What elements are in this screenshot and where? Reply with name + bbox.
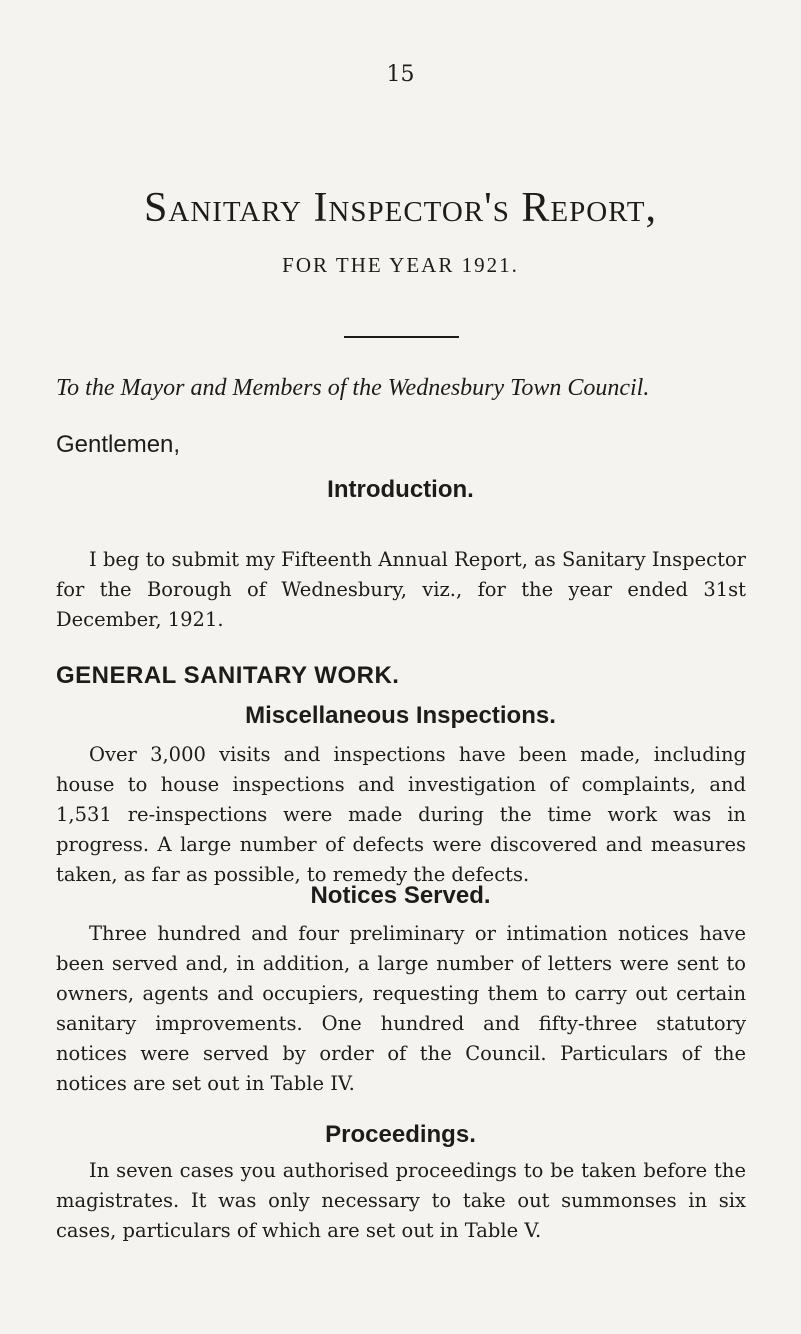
salutation: Gentlemen, (56, 431, 181, 458)
address-line: To the Mayor and Members of the Wednesbury Town Council. (56, 375, 650, 401)
miscellaneous-inspections-heading: Miscellaneous Inspections. (245, 702, 556, 729)
divider-rule (344, 336, 459, 338)
introduction-paragraph: I beg to submit my Fifteenth Annual Report, as Sanitary Inspector for the Borough of Wednesbury, viz., for the year ended 31st December, 1921. (56, 548, 746, 631)
report-subtitle: FOR THE YEAR 1921. (282, 253, 519, 277)
proceedings-heading: Proceedings. (325, 1121, 476, 1148)
page-number: 15 (386, 62, 415, 87)
report-title: Sanitary Inspector's Report, (144, 185, 657, 231)
notices-served-heading: Notices Served. (310, 882, 491, 909)
miscellaneous-inspections-paragraph: Over 3,000 visits and inspections have been made, including house to house inspections and investigation of complaints, and 1,531 re-inspections were made during the time work was in progress. A large number of defects were discovered and measures taken, as far as possible, to remedy the defects. (56, 743, 746, 886)
notices-served-paragraph: Three hundred and four preliminary or intimation notices have been served and, in addition, a large number of letters were sent to owners, agents and occupiers, requesting them to carry out certain sanitary improvements. One hundred and fifty-three statutory notices were served by order of the Council. Particulars of the notices are set out in Table IV. (56, 922, 746, 1095)
proceedings-paragraph: In seven cases you authorised proceedings to be taken before the magistrates. It was only necessary to take out summonses in six cases, particulars of which are set out in Table V. (56, 1159, 746, 1242)
general-sanitary-work-heading: GENERAL SANITARY WORK. (56, 662, 400, 689)
introduction-heading: Introduction. (327, 476, 474, 503)
